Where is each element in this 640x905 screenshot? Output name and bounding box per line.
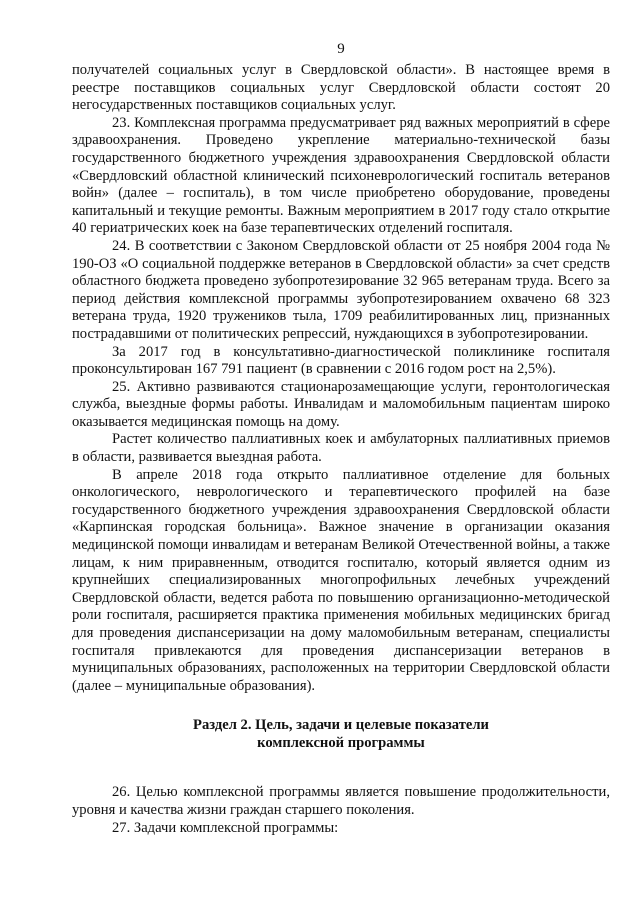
paragraph-26: 26. Целью комплексной программы является повышение продолжительности, уровня и качества жизни граждан старшего поколения.	[72, 784, 610, 818]
paragraph-27: 27. Задачи комплексной программы:	[112, 819, 339, 836]
document-page	[72, 40, 610, 837]
page-number: 9	[337, 41, 345, 57]
section-heading	[72, 716, 610, 752]
paragraph-23: 23. Комплексная программа предусматривает ряд важных мероприятий в сфере здравоохранения. Проведено укрепление материально-технической базы государственного бюджетного учреждения здравоохранения Свердловской области «Свердловский областной клинический психоневрологический госпиталь ветеранов войн» (далее – госпиталь), в том числе приобретено оборудование, проведены капитальный и текущие ремонты. Важным мероприятием в 2017 году стало открытие 40 гериатрических коек на базе терапевтических отделений госпиталя.	[72, 114, 610, 237]
paragraph-continuation: получателей социальных услуг в Свердловской области». В настоящее время в реестре поставщиков социальных услуг Свердловской области состоят 20 негосударственных поставщиков социальных услуг.	[72, 62, 610, 114]
paragraph-2017-consultations: За 2017 год в консультативно-диагностической поликлинике госпиталя проконсультирован 167 791 пациент (в сравнении с 2016 годом рост на 2,5%).	[72, 343, 610, 378]
section-heading-line-1: Раздел 2. Цель, задачи и целевые показатели	[193, 717, 489, 734]
paragraph-24: 24. В соответствии с Законом Свердловской области от 25 ноября 2004 года № 190-ОЗ «О социальной поддержке ветеранов в Свердловской области» за счет средств областного бюджета проведено зубопротезирование 32 965 ветеранам труда. Всего за период действия комплексной программы зубопротезированием охвачено 68 323 ветерана труда, 1920 тружеников тыла, 1709 реабилитированных лиц, признанных пострадавшими от политических репрессий, нуждающихся в зубопротезировании.	[72, 237, 610, 342]
paragraph-april-2018: В апреле 2018 года открыто паллиативное отделение для больных онкологического, неврологического и терапевтического профилей на базе государственного бюджетного учреждения здравоохранения Свердловской области «Карпинская городская больница». Важное значение в организации оказания медицинской помощи инвалидам и ветеранам Великой Отечественной войны, а также лицам, к ним приравненным, отводится госпиталю, который является одним из крупнейших специализированных многопрофильных лечебных учреждений Свердловской области, ведется работа по повышению организационно-методической роли госпиталя, расширяется практика применения мобильных медицинских бригад для проведения диспансеризации на дому маломобильным ветеранам, специалисты госпиталя привлекаются для проведения диспансеризации ветеранов в муниципальных образованиях, расположенных на территории Свердловской области (далее – муниципальные образования).	[72, 466, 610, 694]
paragraph-palliative-growth: Растет количество паллиативных коек и амбулаторных паллиативных приемов в области, развивается выездная работа.	[72, 431, 610, 466]
section-heading-line-2: комплексной программы	[257, 735, 425, 752]
paragraph-25: 25. Активно развиваются стационарозамещающие услуги, геронтологическая служба, выездные формы работы. Инвалидам и маломобильным пациентам широко оказывается медицинская помощь на дому.	[72, 378, 610, 430]
